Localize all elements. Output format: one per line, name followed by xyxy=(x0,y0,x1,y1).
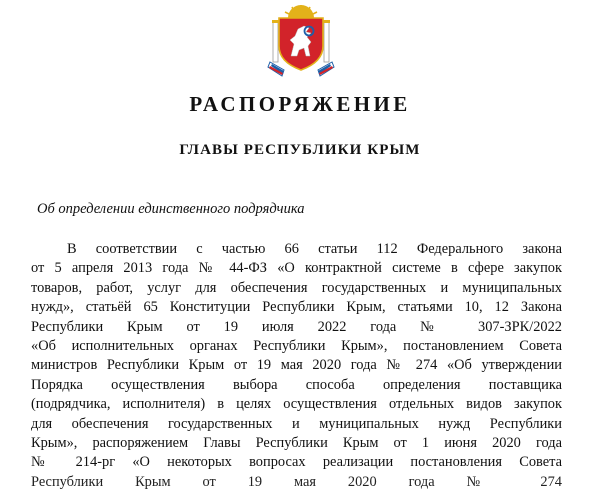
document-subtitle: ГЛАВЫ РЕСПУБЛИКИ КРЫМ xyxy=(179,142,421,158)
body-line: товаров, работ, услуг для обеспечения государственных и муниципальных xyxy=(31,279,562,296)
body-line: министров Республики Крым от 19 мая 2020 года № 274 «Об утверждении xyxy=(31,357,562,374)
body-line: Крым», распоряжением Главы Республики Крым от 1 июня 2020 года xyxy=(31,434,562,451)
body-line: от 5 апреля 2013 года № 44-ФЗ «О контрактной системе в сфере закупок xyxy=(31,260,562,277)
body-line: № 214-рг «О некоторых вопросах реализации постановления Совета xyxy=(31,454,562,471)
body-line: Порядка осуществления выбора способа определения поставщика xyxy=(31,376,562,393)
document-body xyxy=(31,240,562,492)
document-title: РАСПОРЯЖЕНИЕ xyxy=(189,92,411,116)
body-line: для обеспечения государственных и муниципальных нужд Республики xyxy=(31,415,562,432)
body-line: В соответствии с частью 66 статьи 112 Федерального закона xyxy=(67,241,562,257)
body-line: Республики Крым от 19 июля 2022 года № 307-ЗРК/2022 xyxy=(31,318,562,335)
document-subject: Об определении единственного подрядчика xyxy=(37,201,305,217)
body-line: Республики Крым от 19 мая 2020 года № 274 xyxy=(31,473,562,490)
body-line: «Об исполнительных органах Республики Крым», постановлением Совета xyxy=(31,337,562,354)
body-line: нужд», статьёй 65 Конституции Республики Крым, статьями 10, 12 Закона xyxy=(31,299,562,316)
body-line: (подрядчика, исполнителя) в целях осуществления отдельных видов закупок xyxy=(31,396,562,413)
coat-of-arms-icon xyxy=(264,4,338,80)
